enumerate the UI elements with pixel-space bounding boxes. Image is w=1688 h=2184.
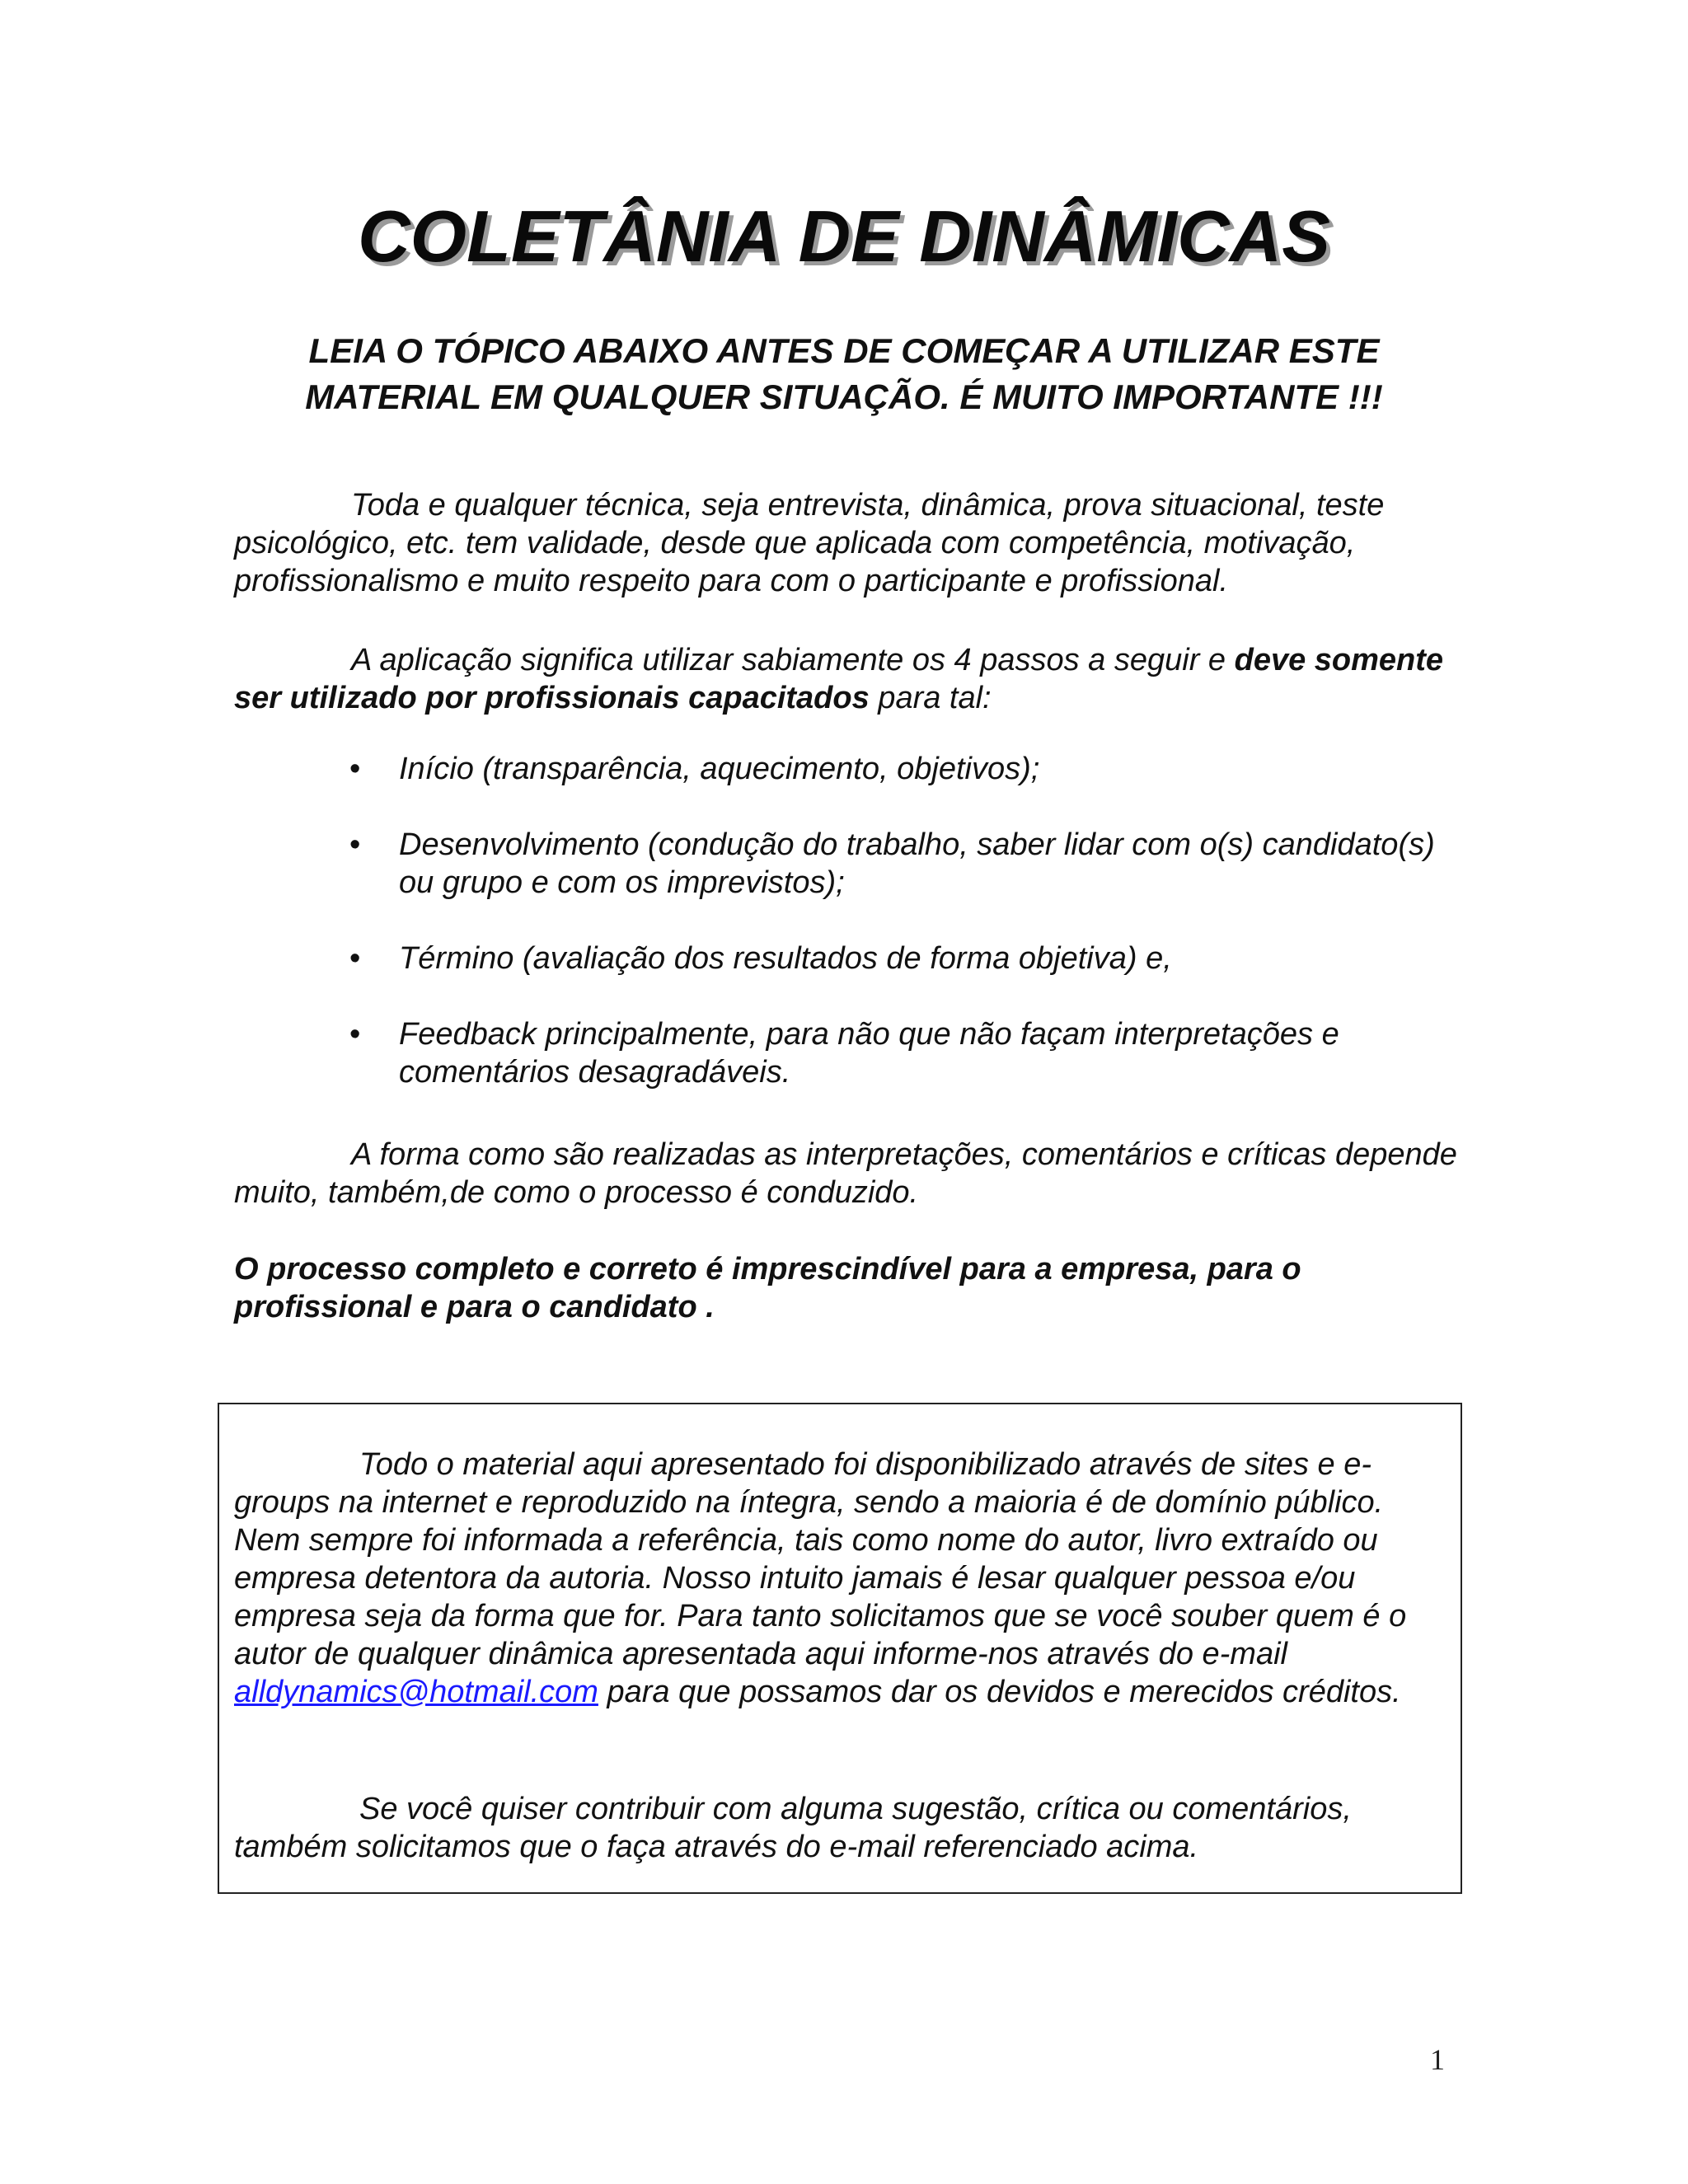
bullet-icon: •	[349, 827, 361, 862]
steps-list	[234, 750, 1470, 1129]
page-number: 1	[1430, 2043, 1445, 2076]
document-subtitle	[165, 328, 1523, 420]
conclusion-paragraph: O processo completo e correto é imprescindível para a empresa, para o profissional e para o candidato .	[234, 1252, 1301, 1324]
process-paragraph	[234, 1136, 1470, 1212]
list-item-text: Desenvolvimento (condução do trabalho, saber lidar com o(s) candidato(s) ou grupo e com os imprevistos);	[399, 827, 1435, 900]
intro-paragraph	[234, 486, 1470, 600]
application-paragraph	[234, 641, 1470, 717]
notice-paragraph-2	[234, 1790, 1454, 1866]
email-link[interactable]: alldynamics@hotmail.com	[234, 1675, 598, 1709]
application-paragraph-bold: deve somente ser utilizado por profissionais capacitados	[234, 643, 1444, 715]
bullet-icon: •	[349, 1017, 361, 1052]
list-item	[234, 1015, 1470, 1091]
list-item-text: Feedback principalmente, para não que não façam interpretações e comentários desagradáveis.	[399, 1017, 1339, 1090]
list-item-text: Término (avaliação dos resultados de forma objetiva) e,	[399, 941, 1172, 976]
notice-paragraph-1-start: Todo o material aqui apresentado foi disponibilizado através de sites e e-groups na internet e reproduzido na íntegra, sendo a maioria é de domínio público. Nem sempre foi informada a referência, tais como nome do autor, livro extraído ou empresa detentora da autoria. Nosso intuito jamais é lesar qualquer pessoa e/ou empresa seja da forma que for. Para tanto solicitamos que se você souber quem é o autor de qualquer dinâmica apresentada aqui informe-nos através do e-mail	[234, 1447, 1407, 1671]
document-title: COLETÂNIA DE DINÂMICAS	[358, 195, 1330, 277]
list-item-text: Início (transparência, aquecimento, objetivos);	[399, 752, 1040, 786]
bullet-icon: •	[349, 941, 361, 976]
notice-paragraph-1	[234, 1446, 1454, 1711]
intro-paragraph-text: Toda e qualquer técnica, seja entrevista, dinâmica, prova situacional, teste psicológico, etc. tem validade, desde que aplicada com competência, motivação, profissionalismo e muito respeito para com o participante e profissional.	[234, 488, 1385, 598]
process-paragraph-text: A forma como são realizadas as interpretações, comentários e críticas depende muito, também,de como o processo é conduzido.	[234, 1137, 1457, 1210]
notice-box	[218, 1403, 1462, 1894]
subtitle-line-2: MATERIAL EM QUALQUER SITUAÇÃO. É MUITO IMPORTANTE !!!	[305, 377, 1383, 416]
notice-paragraph-2-text: Se você quiser contribuir com alguma sugestão, crítica ou comentários, também solicitamos que o faça através do e-mail referenciado acima.	[234, 1792, 1352, 1864]
notice-paragraph-1-end: para que possamos dar os devidos e merecidos créditos.	[598, 1675, 1401, 1709]
subtitle-line-1: LEIA O TÓPICO ABAIXO ANTES DE COMEÇAR A UTILIZAR ESTE	[308, 331, 1380, 370]
application-paragraph-start: A aplicação significa utilizar sabiamente os 4 passos a seguir e	[351, 643, 1235, 677]
bullet-icon: •	[349, 752, 361, 786]
application-paragraph-end: para tal:	[869, 681, 992, 715]
list-item	[234, 940, 1470, 977]
list-item	[234, 826, 1470, 902]
list-item	[234, 750, 1470, 788]
